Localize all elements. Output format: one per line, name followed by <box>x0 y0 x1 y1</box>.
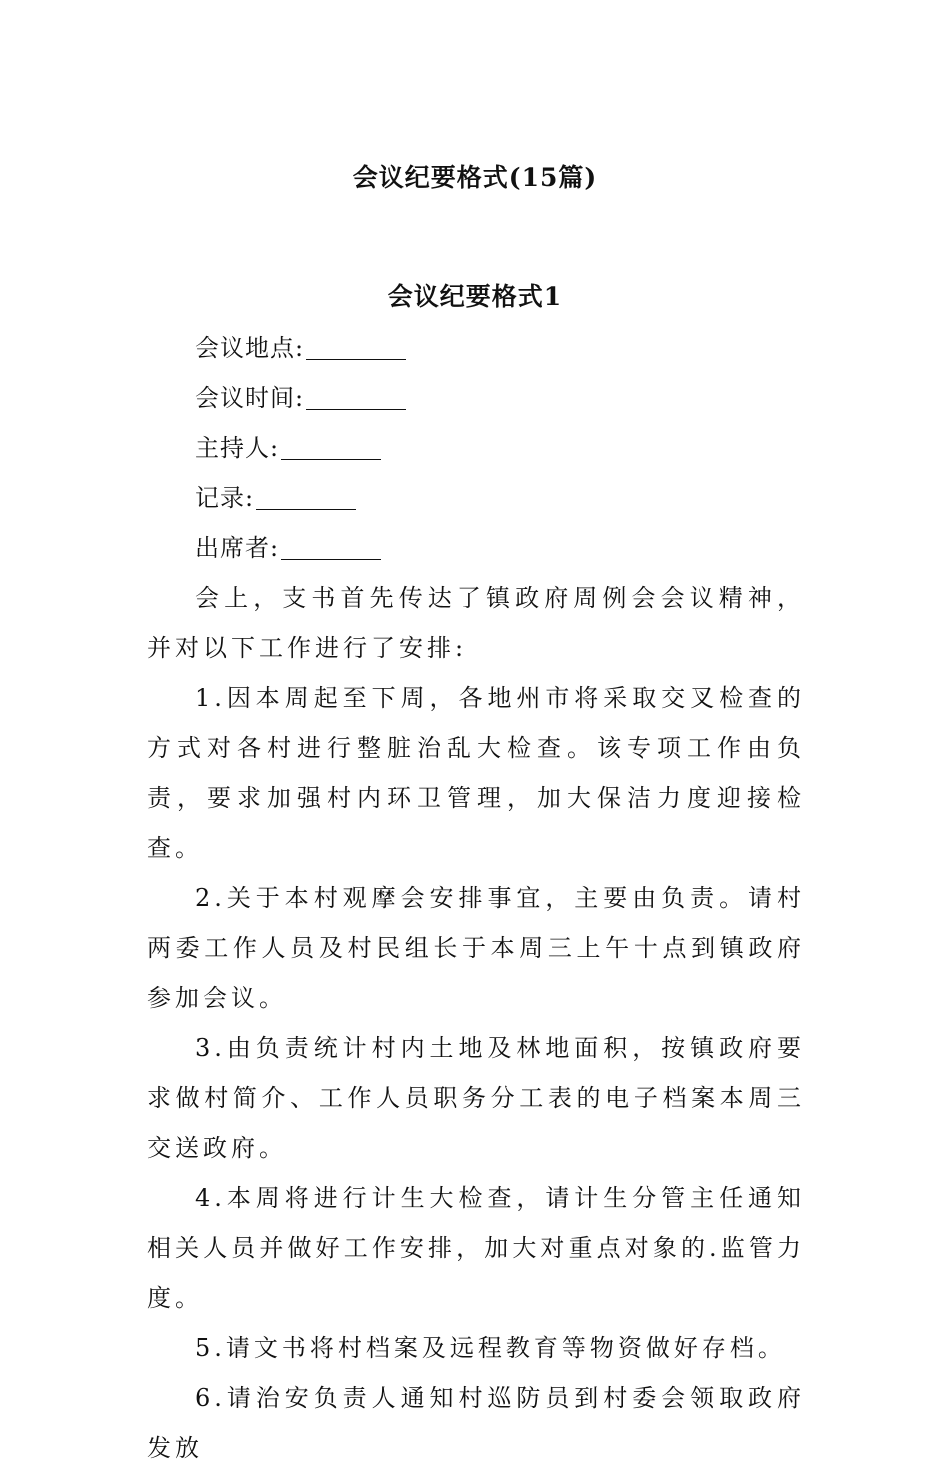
field-recorder <box>147 473 805 523</box>
paragraph-item-4: 4.本周将进行计生大检查，请计生分管主任通知相关人员并做好工作安排，加大对重点对象的.监管力度。 <box>147 1184 805 1312</box>
field-label: 记录: <box>195 484 255 512</box>
field-host <box>147 423 805 473</box>
section-title: 会议纪要格式1 <box>387 282 563 311</box>
fill-in-blank <box>256 485 356 510</box>
field-label: 会议时间: <box>195 384 305 412</box>
paragraph-item-1: 1.因本周起至下周，各地州市将采取交叉检查的方式对各村进行整脏治乱大检查。该专项工作由负责，要求加强村内环卫管理，加大保洁力度迎接检查。 <box>147 684 805 862</box>
field-label: 出席者: <box>195 534 280 562</box>
paragraph-item-2: 2.关于本村观摩会安排事宜，主要由负责。请村两委工作人员及村民组长于本周三上午十点到镇政府参加会议。 <box>147 884 805 1012</box>
field-label: 会议地点: <box>195 334 305 362</box>
field-label: 主持人: <box>195 434 280 462</box>
field-meeting-location <box>147 323 805 373</box>
fill-in-blank <box>306 385 406 410</box>
paragraph-item-3: 3.由负责统计村内土地及林地面积，按镇政府要求做村简介、工作人员职务分工表的电子档案本周三交送政府。 <box>147 1034 805 1162</box>
paragraph-intro: 会上，支书首先传达了镇政府周例会会议精神，并对以下工作进行了安排: <box>147 584 805 662</box>
field-meeting-time <box>147 373 805 423</box>
document-body <box>147 323 805 1473</box>
document-title: 会议纪要格式(15篇) <box>352 163 598 192</box>
fill-in-blank <box>306 335 406 360</box>
fill-in-blank <box>281 435 381 460</box>
fill-in-blank <box>281 535 381 560</box>
field-attendees <box>147 523 805 573</box>
paragraph-item-6: 6.请治安负责人通知村巡防员到村委会领取政府发放 <box>147 1384 805 1462</box>
paragraph-item-5: 5.请文书将村档案及远程教育等物资做好存档。 <box>195 1334 786 1362</box>
